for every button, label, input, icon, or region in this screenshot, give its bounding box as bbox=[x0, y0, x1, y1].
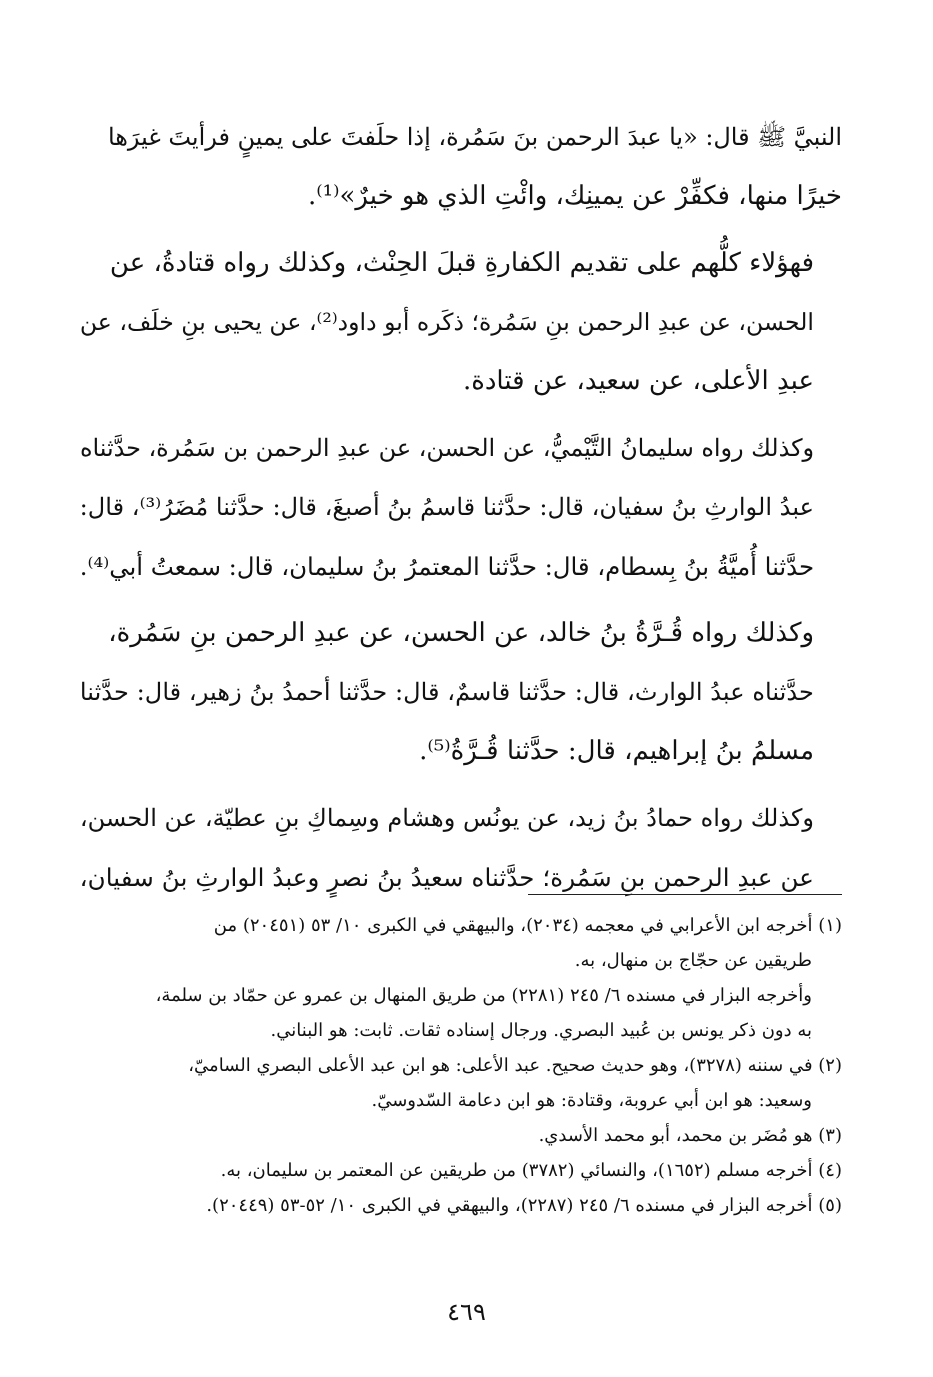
text-line: الحسن، عن عبدِ الرحمن بنِ سَمُرة؛ ذكَره أبو داود⁽²⁾، عن يحيى بنِ خلَف، عن bbox=[79, 308, 814, 336]
paragraph-4 bbox=[79, 604, 842, 781]
text-line: النبيَّ ﷺ قال: «يا عبدَ الرحمن بنَ سَمُرة، إذا حلَفتَ على يمينٍ فرأيتَ غيرَها bbox=[107, 123, 842, 151]
footnote-separator bbox=[528, 894, 842, 895]
text-line: عن عبدِ الرحمن بنِ سَمُرة؛ حدَّثناه سعيدُ بنُ نصرٍ وعبدُ الوارثِ بنُ سفيان، bbox=[79, 863, 814, 892]
paragraph-2 bbox=[79, 234, 842, 411]
footnote-line: وسعيد: هو ابن أبي عروبة، وقتادة: هو ابن دعامة السّدوسيّ. bbox=[371, 1090, 812, 1111]
footnote-line: به دون ذكر يونس بن عُبيد البصري. ورجال إسناده ثقات. ثابت: هو البناني. bbox=[270, 1020, 812, 1041]
paragraph-5 bbox=[79, 789, 842, 907]
footnote-5 bbox=[100, 1188, 842, 1223]
text-line: وكذلك رواه قُـرَّةُ بنُ خالد، عن الحسن، عن عبدِ الرحمن بنِ سَمُرة، bbox=[108, 618, 814, 648]
footnotes bbox=[100, 908, 842, 1223]
text-line: حدَّثنا أُميَّةُ بنُ بِسطام، قال: حدَّثنا المعتمرُ بنُ سليمان، قال: سمعتُ أبي⁽⁴⁾. bbox=[79, 552, 814, 581]
paragraph-1 bbox=[100, 108, 842, 226]
text-line: حدَّثناه عبدُ الوارث، قال: حدَّثنا قاسمٌ، قال: حدَّثنا أحمدُ بنُ زهير، قال: حدَّثنا bbox=[79, 678, 814, 706]
footnote-line: (٤) أخرجه مسلم (١٦٥٢)، والنسائي (٣٧٨٢) من طريقين عن المعتمر بن سليمان، به. bbox=[220, 1160, 842, 1181]
footnote-line: وأخرجه البزار في مسنده ٦/ ٢٤٥ (٢٢٨١) من طريق المنهال بن عمرو عن حمّاد بن سلمة، bbox=[155, 985, 812, 1006]
main-text bbox=[79, 108, 842, 915]
footnote-line: (١) أخرجه ابن الأعرابي في معجمه (٢٠٣٤)، والبيهقي في الكبرى ١٠/ ٥٣ (٢٠٤٥١) من bbox=[213, 915, 842, 936]
footnote-line: طريقين عن حجّاج بن منهال، به. bbox=[574, 950, 812, 971]
footnote-line: (٥) أخرجه البزار في مسنده ٦/ ٢٤٥ (٢٢٨٧)، والبيهقي في الكبرى ١٠/ ٥٢-٥٣ (٢٠٤٤٩). bbox=[206, 1195, 842, 1216]
text-line: عبدُ الوارثِ بنُ سفيان، قال: حدَّثنا قاسمُ بنُ أصبغَ، قال: حدَّثنا مُضَرُ⁽³⁾، قال: bbox=[79, 493, 814, 521]
footnote-3 bbox=[100, 1118, 842, 1153]
footnote-line: (٣) هو مُضَر بن محمد، أبو محمد الأسدي. bbox=[538, 1125, 842, 1146]
text-line: فهؤلاء كلُّهم على تقديم الكفارةِ قبلَ الحِنْث، وكذلك رواه قتادةُ، عن bbox=[109, 248, 814, 278]
footnote-line: (٢) في سننه (٣٢٧٨)، وهو حديث صحيح. عبد الأعلى: هو ابن عبد الأعلى البصري الساميّ، bbox=[188, 1055, 842, 1076]
text-line: عبدِ الأعلى، عن سعيد، عن قتادة. bbox=[462, 366, 814, 396]
footnote-1 bbox=[100, 908, 842, 978]
text-line: وكذلك رواه سليمانُ التَّيْميُّ، عن الحسن، عن عبدِ الرحمن بن سَمُرة، حدَّثناه bbox=[79, 434, 814, 462]
paragraph-3 bbox=[79, 419, 842, 596]
text-line: مسلمُ بنُ إبراهيم، قال: حدَّثنا قُـرَّةُ⁽⁵⁾. bbox=[419, 736, 814, 766]
footnote-1-continued bbox=[100, 978, 842, 1048]
text-line: خيرًا منها، فكفِّرْ عن يمينِك، وائْتِ الذي هو خيرٌ»⁽¹⁾. bbox=[307, 181, 842, 211]
footnote-2 bbox=[100, 1048, 842, 1118]
page-number: ٤٦٩ bbox=[447, 1298, 486, 1326]
footnote-4 bbox=[100, 1153, 842, 1188]
text-line: وكذلك رواه حمادُ بنُ زيد، عن يونُس وهشام وسِماكِ بنِ عطيّة، عن الحسن، bbox=[79, 804, 814, 832]
